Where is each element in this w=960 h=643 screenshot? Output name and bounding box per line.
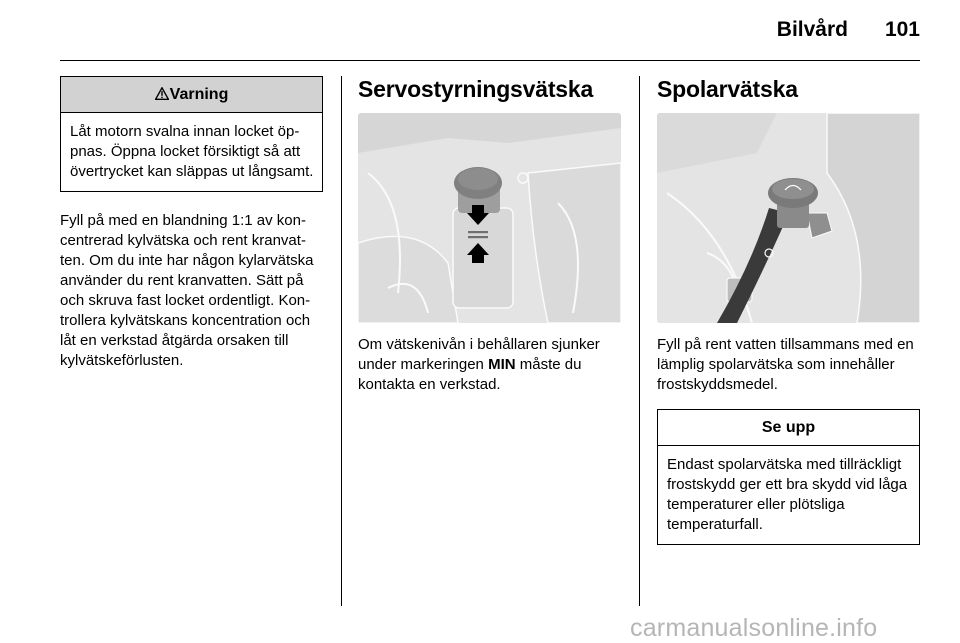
warning-box-body: Låt motorn svalna innan locket öppnas. Öppna locket försiktigt så att övertrycket kan släppas ut långsamt.: [70, 123, 314, 180]
power-steering-reservoir-figure: [358, 113, 621, 323]
section-heading-power-steering: Servostyrningsvätska: [358, 76, 594, 102]
caution-box-body: Endast spolarvätska med tillräckligt frostskydd ger ett bra skydd vid låga temperaturer eller plötsliga temperaturfall.: [667, 456, 908, 533]
right-column: [657, 76, 920, 545]
left-column: [60, 76, 323, 371]
middle-column: [358, 76, 624, 395]
warning-box-title: Varning: [169, 86, 229, 103]
power-steering-paragraph: [358, 335, 624, 395]
warning-box: [60, 76, 323, 192]
caution-box: [657, 409, 920, 545]
min-marking-label: MIN: [488, 356, 516, 373]
column-divider-1: [341, 76, 342, 606]
washer-fluid-paragraph: Fyll på rent vatten tillsammans med en lämplig spolarvätska som innehåller frostskyddsmedel.: [657, 336, 914, 393]
warning-triangle-icon: [155, 86, 169, 104]
washer-fluid-reservoir-figure: [657, 113, 920, 323]
watermark: carmanualsonline.info: [630, 614, 878, 642]
section-heading-washer-fluid: Spolarvätska: [657, 76, 798, 102]
header-rule: [60, 60, 920, 61]
column-divider-2: [639, 76, 640, 606]
power-steering-paragraph-end: måste du kontakta en verkstad.: [358, 356, 582, 393]
coolant-paragraph: Fyll på med en blandning 1:1 av koncentrerad kylvätska och rent kranvatten. Om du inte har någon kylarvätska använder du rent kranvatten. Sätt på och skruva fast locket ordentligt. Kontrollera kylvätskans koncentration och låt en verkstad åtgärda orsaken till kylvätskeförlusten.: [60, 212, 314, 369]
caution-box-header: Se upp: [658, 410, 919, 446]
warning-box-header: [61, 77, 322, 113]
page-number: 101: [884, 18, 920, 41]
power-steering-paragraph-start: Om vätskenivån i behållaren sjunker under markeringen: [358, 336, 600, 373]
running-header-title: Bilvård: [776, 18, 848, 41]
